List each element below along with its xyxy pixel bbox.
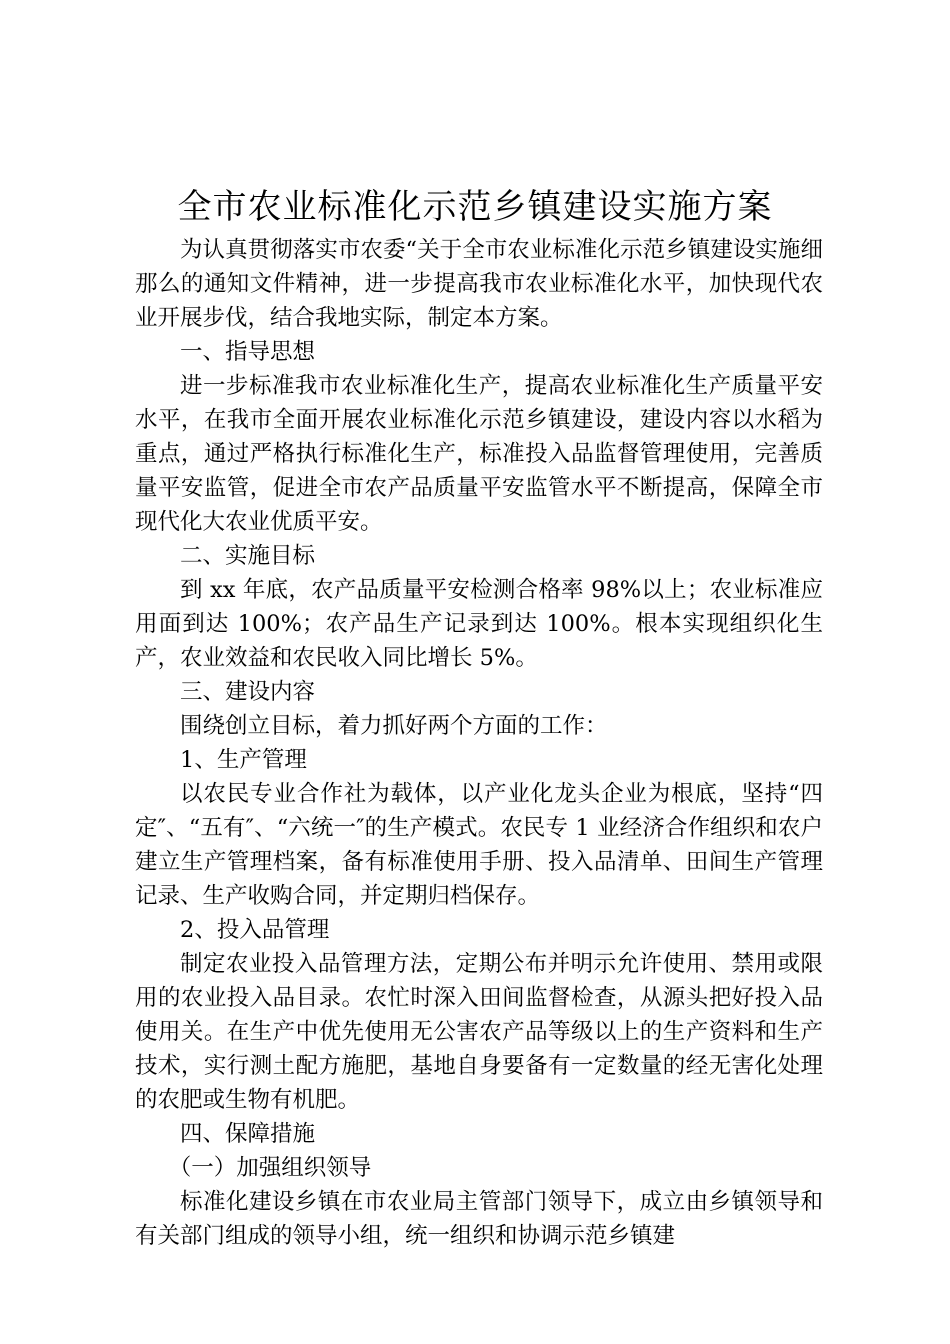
organization-leadership-paragraph: 标准化建设乡镇在市农业局主管部门领导下，成立由乡镇领导和有关部门组成的领导小组，统一组织和协调示范乡镇建 bbox=[135, 1189, 823, 1249]
content-intro-paragraph: 围绕创立目标，着力抓好两个方面的工作： bbox=[180, 713, 608, 739]
subheading-input-management: 2、投入品管理 bbox=[180, 917, 330, 943]
guiding-ideology-paragraph: 进一步标准我市农业标准化生产，提高农业标准化生产质量平安水平，在我市全面开展农业标准化示范乡镇建设，建设内容以水稻为重点，通过严格执行标准化生产，标准投入品监督管理使用，完善质量平安监管，促进全市农产品质量平安监管水平不断提高，保障全市现代化大农业优质平安。 bbox=[135, 373, 823, 535]
document-title: 全市农业标准化示范乡镇建设实施方案 bbox=[177, 187, 773, 227]
production-management-paragraph: 以农民专业合作社为载体，以产业化龙头企业为根底，坚持“四定″、“五有″、“六统一″的生产模式。农民专 1 业经济合作组织和农户建立生产管理档案，备有标准使用手册、投入品清单、田间生产管理记录、生产收购合同，并定期归档保存。 bbox=[135, 781, 823, 909]
section-heading-safeguards: 四、保障措施 bbox=[180, 1121, 316, 1147]
input-management-paragraph: 制定农业投入品管理方法，定期公布并明示允许使用、禁用或限用的农业投入品目录。农忙时深入田间监督检查，从源头把好投入品使用关。在生产中优先使用无公害农产品等级以上的生产资料和生产技术，实行测土配方施肥，基地自身要备有一定数量的经无害化处理的农肥或生物有机肥。 bbox=[135, 951, 823, 1113]
section-heading-guiding-ideology: 一、指导思想 bbox=[180, 339, 316, 365]
section-heading-content: 三、建设内容 bbox=[180, 679, 316, 705]
section-heading-goals: 二、实施目标 bbox=[180, 543, 316, 569]
goals-paragraph: 到 xx 年底，农产品质量平安检测合格率 98%以上；农业标准应用面到达 100%；农产品生产记录到达 100%。根本实现组织化生产，农业效益和农民收入同比增长 5%。 bbox=[135, 577, 823, 671]
subheading-production-management: 1、生产管理 bbox=[180, 747, 307, 773]
intro-paragraph: 为认真贯彻落实市农委“关于全市农业标准化示范乡镇建设实施细那么的通知文件精神，进一步提高我市农业标准化水平，加快现代农业开展步伐，结合我地实际，制定本方案。 bbox=[135, 237, 823, 331]
document-body bbox=[135, 233, 823, 1253]
subheading-organization-leadership: （一）加强组织领导 bbox=[168, 1155, 372, 1181]
